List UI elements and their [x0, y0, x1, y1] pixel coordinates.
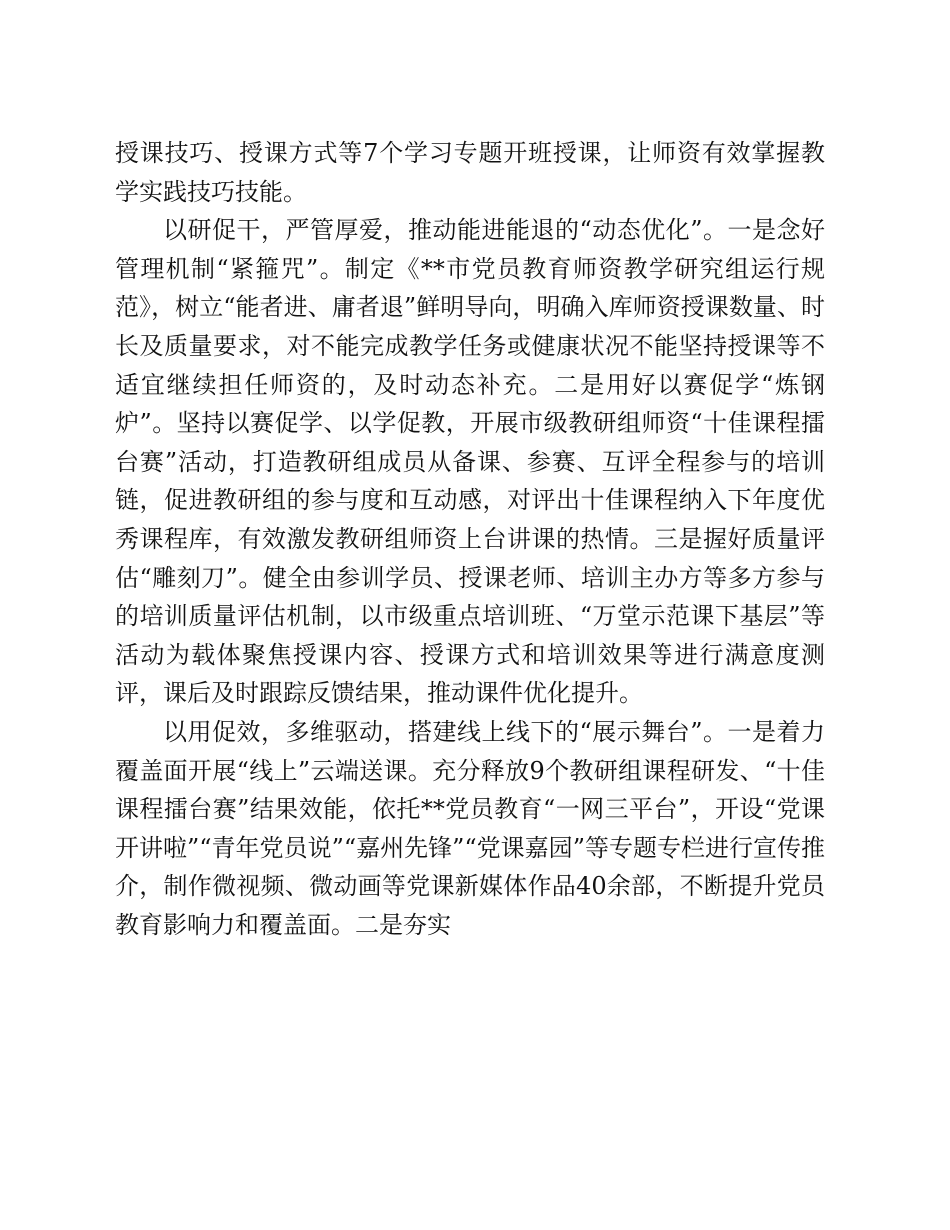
paragraph-research-promotion: 以研促干，严管厚爱，推动能进能退的“动态优化”。一是念好管理机制“紧箍咒”。制定《**市党员教育师资教学研究组运行规范》，树立“能者进、庸者退”鲜明导向，明确入库师资授课数量、时长及质量要求，对不能完成教学任务或健康状况不能坚持授课等不适宜继续担任师资的，及时动态补充。二是用好以赛促学“炼钢炉”。坚持以赛促学、以学促教，开展市级教研组师资“十佳课程擂台赛”活动，打造教研组成员从备课、参赛、互评全程参与的培训链，促进教研组的参与度和互动感，对评出十佳课程纳入下年度优秀课程库，有效激发教研组师资上台讲课的热情。三是握好质量评估“雕刻刀”。健全由参训学员、授课老师、培训主办方等多方参与的培训质量评估机制，以市级重点培训班、“万堂示范课下基层”等活动为载体聚焦授课内容、授课方式和培训效果等进行满意度测评，课后及时跟踪反馈结果，推动课件优化提升。: [115, 216, 825, 708]
paragraph-application-effect: 以用促效，多维驱动，搭建线上线下的“展示舞台”。一是着力覆盖面开展“线上”云端送课。充分释放9个教研组课程研发、“十佳课程擂台赛”结果效能，依托**党员教育“一网三平台”，开设“党课开讲啦”“青年党员说”“嘉州先锋”“党课嘉园”等专题专栏进行宣传推介，制作微视频、微动画等党课新媒体作品40余部，不断提升党员教育影响力和覆盖面。二是夯实: [115, 717, 825, 939]
paragraph-continuation: 授课技巧、授课方式等7个学习专题开班授课，让师资有效掌握教学实践技巧技能。: [115, 139, 825, 206]
body-text: [115, 134, 825, 944]
